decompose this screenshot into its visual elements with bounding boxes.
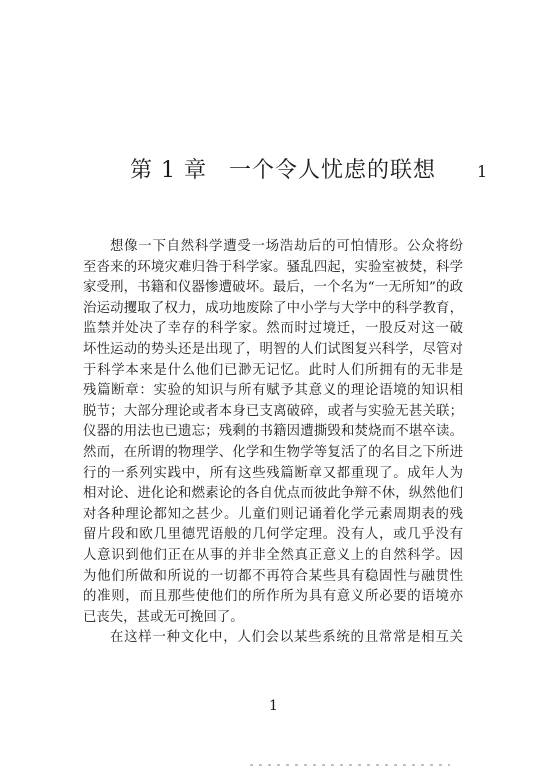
text-line: 对各种理论都知之甚少。儿童们则记诵着化学元素周期表的残: [83, 506, 463, 522]
text-line: 在这样一种文化中，人们会以某些系统的且常常是相互关: [110, 630, 463, 646]
text-line: 留片段和欧几里德咒语般的几何学定理。没有人，或几乎没有: [83, 527, 463, 543]
body-text: [83, 237, 463, 649]
page-number: 1: [269, 698, 278, 714]
text-line: 相对论、进化论和燃素论的各自优点而彼此争辩不休，纵然他们: [83, 486, 463, 502]
text-line: 坏性运动的势头还是出现了，明智的人们试图复兴科学，尽管对: [83, 341, 463, 357]
text-line: 想像一下自然科学遭受一场浩劫后的可怕情形。公众将纷: [110, 239, 463, 254]
text-line: 为他们所做和所说的一切都不再符合某些具有稳固性与融贯性: [83, 568, 463, 584]
text-line: 人意识到他们正在从事的并非全然真正意义上的自然科学。因: [83, 547, 463, 563]
chapter-marker: 1: [477, 162, 488, 181]
chapter-title: 一个令人忧虑的联想: [228, 158, 436, 183]
chapter-label: 第 1 章: [130, 158, 207, 183]
text-line: 行的一系列实践中，所有这些残篇断章又都重现了。成年人为: [83, 465, 463, 481]
text-line: 家受刑，书籍和仪器惨遭破坏。最后，一个名为“一无所知”的政: [83, 280, 463, 296]
text-line: 治运动攫取了权力，成功地废除了中小学与大学中的科学教育，: [83, 300, 463, 316]
text-line: 监禁并处决了幸存的科学家。然而时过境迁，一股反对这一破: [83, 321, 463, 337]
text-line: 仪器的用法也已遗忘；残剩的书籍因遭撕毁和焚烧而不堪卒读。: [83, 424, 463, 440]
text-line: 已丧失，甚或无可挽回了。: [83, 609, 244, 625]
text-line: 残篇断章：实验的知识与所有赋予其意义的理论语境的知识相: [83, 383, 463, 399]
scan-artifact: [250, 764, 450, 766]
text-line: 于科学本来是什么他们已渺无记忆。此时人们所拥有的无非是: [83, 362, 463, 378]
text-line: 的准则，而且那些使他们的所作所为具有意义所必要的语境亦: [83, 589, 463, 605]
text-line: 至沓来的环境灾难归咎于科学家。骚乱四起，实验室被焚，科学: [83, 259, 463, 275]
text-line: 然而，在所谓的物理学、化学和生物学等复活了的名目之下所进: [83, 444, 463, 460]
chapter-heading: [130, 156, 436, 186]
text-line: 脱节；大部分理论或者本身已支离破碎，或者与实验无甚关联；: [83, 403, 463, 419]
